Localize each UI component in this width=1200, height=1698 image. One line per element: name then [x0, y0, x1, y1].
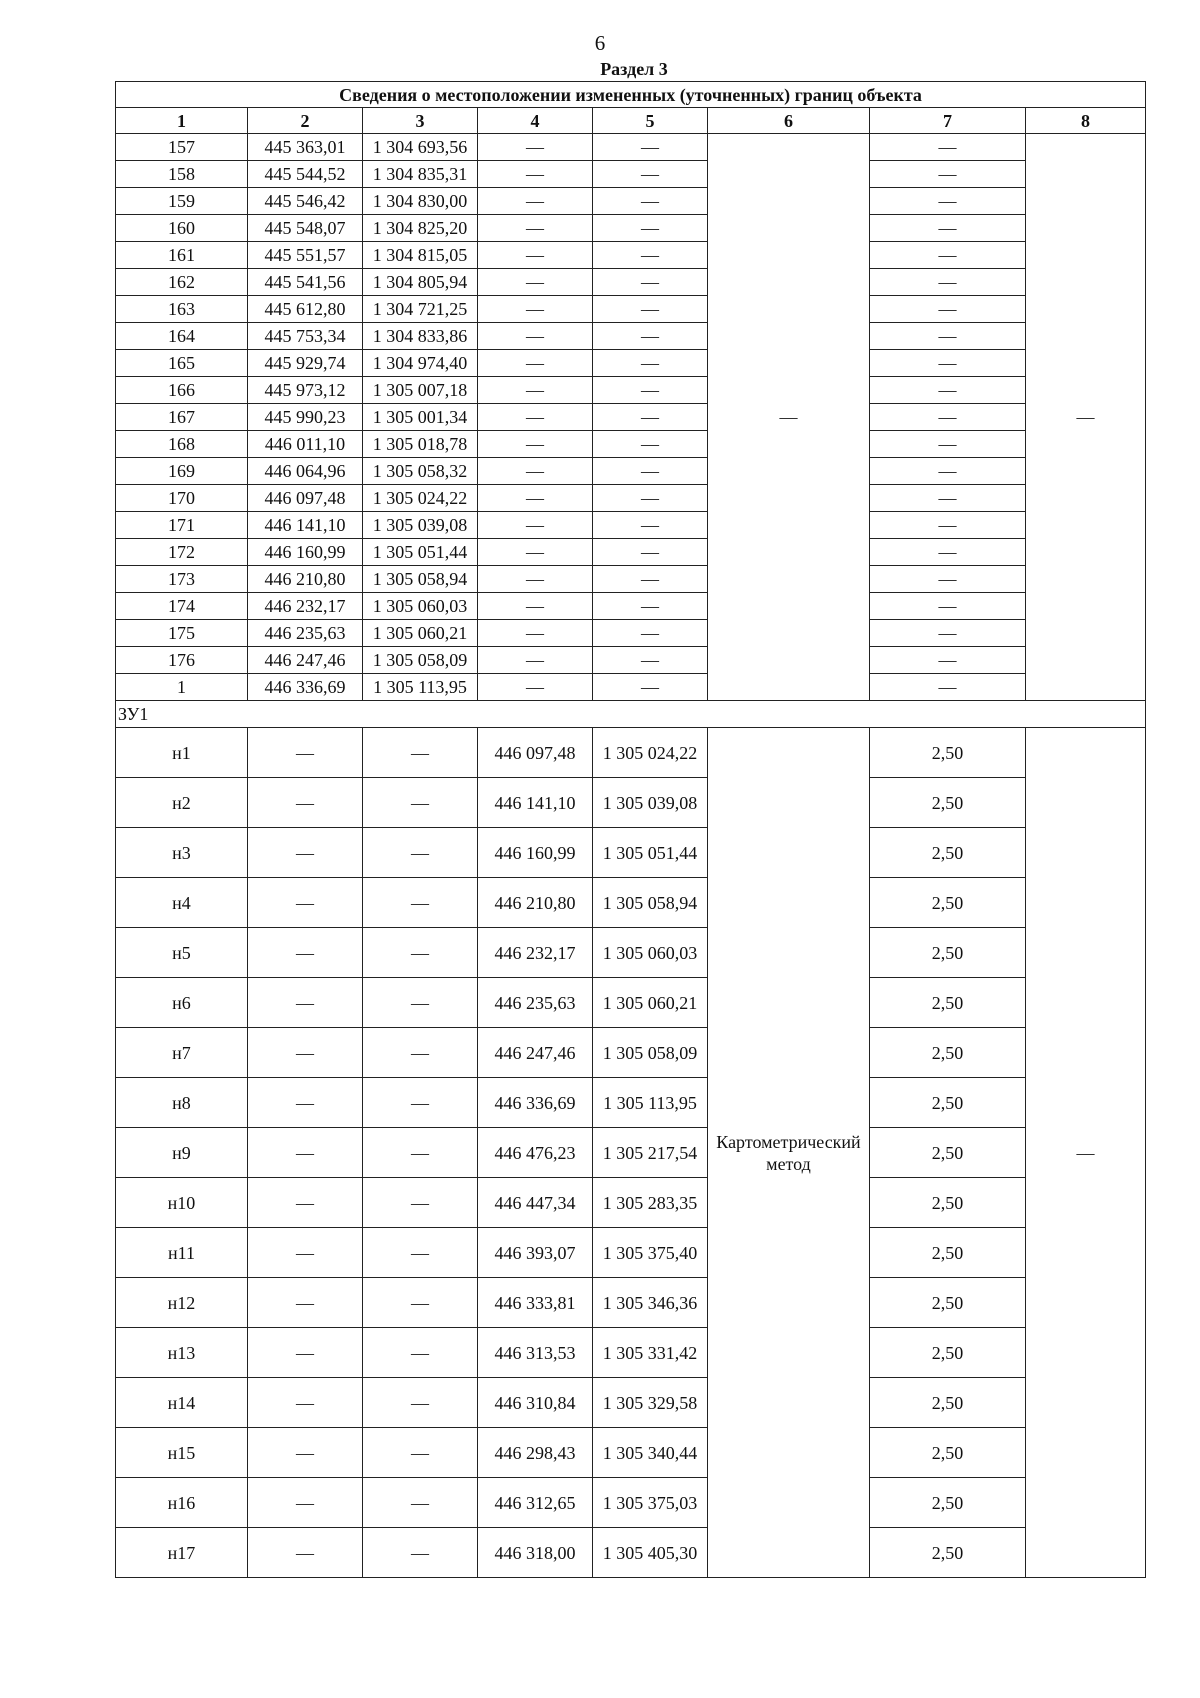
description-cell: —: [1026, 728, 1146, 1578]
table-row: [116, 377, 1146, 404]
old-y-cell: —: [363, 1178, 478, 1228]
table-row: [116, 269, 1146, 296]
old-x-cell: —: [248, 1078, 363, 1128]
point-number-cell: 174: [116, 593, 248, 620]
old-y-cell: —: [363, 1228, 478, 1278]
point-number-cell: н9: [116, 1128, 248, 1178]
old-y-cell: 1 304 835,31: [363, 161, 478, 188]
table-row: [116, 1028, 1146, 1078]
old-y-cell: —: [363, 1128, 478, 1178]
old-x-cell: 446 097,48: [248, 485, 363, 512]
point-number-cell: н12: [116, 1278, 248, 1328]
table-row: [116, 296, 1146, 323]
column-number: 5: [593, 108, 708, 134]
point-number-cell: 158: [116, 161, 248, 188]
old-y-cell: 1 305 018,78: [363, 431, 478, 458]
old-x-cell: —: [248, 1328, 363, 1378]
table-row: [116, 404, 1146, 431]
old-x-cell: 445 363,01: [248, 134, 363, 161]
old-y-cell: —: [363, 1028, 478, 1078]
table-title-row: [116, 82, 1146, 108]
accuracy-cell: 2,50: [870, 828, 1026, 878]
point-number-cell: н11: [116, 1228, 248, 1278]
method-cell: —: [708, 134, 870, 701]
point-number-cell: н2: [116, 778, 248, 828]
new-y-cell: 1 305 329,58: [593, 1378, 708, 1428]
table-row: [116, 647, 1146, 674]
new-x-cell: 446 393,07: [478, 1228, 593, 1278]
table-row: [116, 134, 1146, 161]
accuracy-cell: —: [870, 350, 1026, 377]
accuracy-cell: 2,50: [870, 1378, 1026, 1428]
accuracy-cell: —: [870, 566, 1026, 593]
old-x-cell: 446 160,99: [248, 539, 363, 566]
old-x-cell: —: [248, 1028, 363, 1078]
accuracy-cell: 2,50: [870, 778, 1026, 828]
old-x-cell: 445 990,23: [248, 404, 363, 431]
old-x-cell: 445 544,52: [248, 161, 363, 188]
accuracy-cell: —: [870, 296, 1026, 323]
table-row: [116, 728, 1146, 778]
page-number: 6: [594, 31, 606, 55]
section-label: Раздел 3: [600, 59, 668, 79]
table-row: [116, 1528, 1146, 1578]
table-row: [116, 512, 1146, 539]
old-x-cell: 445 929,74: [248, 350, 363, 377]
new-x-cell: 446 310,84: [478, 1378, 593, 1428]
new-y-cell: 1 305 346,36: [593, 1278, 708, 1328]
old-y-cell: —: [363, 878, 478, 928]
new-x-cell: 446 160,99: [478, 828, 593, 878]
accuracy-cell: —: [870, 485, 1026, 512]
new-x-cell: 446 447,34: [478, 1178, 593, 1228]
old-x-cell: 445 753,34: [248, 323, 363, 350]
new-y-cell: 1 305 024,22: [593, 728, 708, 778]
old-x-cell: 446 011,10: [248, 431, 363, 458]
old-x-cell: —: [248, 1178, 363, 1228]
new-y-cell: —: [593, 539, 708, 566]
point-number-cell: н7: [116, 1028, 248, 1078]
old-y-cell: 1 304 833,86: [363, 323, 478, 350]
point-number-cell: 168: [116, 431, 248, 458]
new-x-cell: 446 232,17: [478, 928, 593, 978]
old-x-cell: —: [248, 778, 363, 828]
old-y-cell: —: [363, 828, 478, 878]
old-y-cell: 1 305 039,08: [363, 512, 478, 539]
accuracy-cell: 2,50: [870, 928, 1026, 978]
old-y-cell: —: [363, 1528, 478, 1578]
old-y-cell: 1 305 001,34: [363, 404, 478, 431]
point-number-cell: 159: [116, 188, 248, 215]
old-y-cell: —: [363, 1278, 478, 1328]
column-number-row: [116, 108, 1146, 134]
new-y-cell: —: [593, 620, 708, 647]
old-y-cell: 1 304 825,20: [363, 215, 478, 242]
new-x-cell: —: [478, 431, 593, 458]
accuracy-cell: 2,50: [870, 1278, 1026, 1328]
table-row: [116, 350, 1146, 377]
point-number-cell: н13: [116, 1328, 248, 1378]
old-x-cell: —: [248, 1378, 363, 1428]
accuracy-cell: —: [870, 539, 1026, 566]
old-x-cell: 445 548,07: [248, 215, 363, 242]
point-number-cell: 167: [116, 404, 248, 431]
old-y-cell: 1 305 058,94: [363, 566, 478, 593]
old-y-cell: 1 304 721,25: [363, 296, 478, 323]
old-x-cell: —: [248, 1278, 363, 1328]
new-y-cell: 1 305 060,03: [593, 928, 708, 978]
accuracy-cell: 2,50: [870, 878, 1026, 928]
new-x-cell: 446 298,43: [478, 1428, 593, 1478]
old-x-cell: 445 551,57: [248, 242, 363, 269]
new-y-cell: 1 305 058,94: [593, 878, 708, 928]
new-x-cell: —: [478, 674, 593, 701]
old-x-cell: —: [248, 1228, 363, 1278]
new-y-cell: 1 305 051,44: [593, 828, 708, 878]
new-x-cell: —: [478, 215, 593, 242]
point-number-cell: н14: [116, 1378, 248, 1428]
coordinates-table: [115, 81, 1146, 1578]
point-number-cell: н8: [116, 1078, 248, 1128]
new-y-cell: —: [593, 242, 708, 269]
new-x-cell: —: [478, 458, 593, 485]
old-x-cell: —: [248, 878, 363, 928]
point-number-cell: 170: [116, 485, 248, 512]
new-y-cell: —: [593, 350, 708, 377]
new-x-cell: —: [478, 404, 593, 431]
point-number-cell: н16: [116, 1478, 248, 1528]
table-row: [116, 539, 1146, 566]
new-x-cell: —: [478, 620, 593, 647]
accuracy-cell: —: [870, 323, 1026, 350]
point-number-cell: 162: [116, 269, 248, 296]
accuracy-cell: —: [870, 674, 1026, 701]
new-x-cell: 446 313,53: [478, 1328, 593, 1378]
table-row: [116, 1128, 1146, 1178]
new-y-cell: 1 305 039,08: [593, 778, 708, 828]
old-x-cell: 446 141,10: [248, 512, 363, 539]
old-y-cell: —: [363, 1478, 478, 1528]
old-y-cell: 1 305 007,18: [363, 377, 478, 404]
new-x-cell: —: [478, 134, 593, 161]
old-y-cell: 1 305 058,32: [363, 458, 478, 485]
new-x-cell: —: [478, 566, 593, 593]
column-number: 6: [708, 108, 870, 134]
method-cell: Картометрический метод: [708, 728, 870, 1578]
old-x-cell: 445 546,42: [248, 188, 363, 215]
new-x-cell: —: [478, 350, 593, 377]
old-x-cell: —: [248, 1428, 363, 1478]
new-x-cell: —: [478, 269, 593, 296]
description-cell: —: [1026, 134, 1146, 701]
new-y-cell: —: [593, 161, 708, 188]
new-x-cell: —: [478, 242, 593, 269]
new-x-cell: 446 312,65: [478, 1478, 593, 1528]
table-row: [116, 566, 1146, 593]
point-number-cell: 161: [116, 242, 248, 269]
old-y-cell: 1 305 024,22: [363, 485, 478, 512]
new-x-cell: —: [478, 161, 593, 188]
new-x-cell: —: [478, 647, 593, 674]
table-row: [116, 778, 1146, 828]
new-y-cell: —: [593, 674, 708, 701]
new-y-cell: 1 305 113,95: [593, 1078, 708, 1128]
new-y-cell: —: [593, 512, 708, 539]
old-x-cell: —: [248, 828, 363, 878]
table-title: Сведения о местоположении измененных (уточненных) границ объекта: [116, 82, 1146, 108]
new-x-cell: 446 336,69: [478, 1078, 593, 1128]
new-y-cell: —: [593, 188, 708, 215]
new-x-cell: 446 097,48: [478, 728, 593, 778]
new-x-cell: 446 141,10: [478, 778, 593, 828]
accuracy-cell: 2,50: [870, 1228, 1026, 1278]
new-x-cell: 446 318,00: [478, 1528, 593, 1578]
accuracy-cell: —: [870, 161, 1026, 188]
old-x-cell: 445 612,80: [248, 296, 363, 323]
new-y-cell: 1 305 058,09: [593, 1028, 708, 1078]
new-y-cell: —: [593, 296, 708, 323]
table-row: [116, 458, 1146, 485]
accuracy-cell: 2,50: [870, 1078, 1026, 1128]
point-number-cell: 164: [116, 323, 248, 350]
old-y-cell: —: [363, 1328, 478, 1378]
new-y-cell: —: [593, 647, 708, 674]
old-y-cell: 1 304 830,00: [363, 188, 478, 215]
new-y-cell: 1 305 375,40: [593, 1228, 708, 1278]
table-row: [116, 1378, 1146, 1428]
point-number-cell: н1: [116, 728, 248, 778]
new-x-cell: 446 247,46: [478, 1028, 593, 1078]
new-y-cell: —: [593, 404, 708, 431]
new-y-cell: —: [593, 593, 708, 620]
accuracy-cell: —: [870, 431, 1026, 458]
old-y-cell: 1 305 060,03: [363, 593, 478, 620]
old-x-cell: 446 235,63: [248, 620, 363, 647]
new-y-cell: —: [593, 458, 708, 485]
table-row: [116, 928, 1146, 978]
new-x-cell: —: [478, 323, 593, 350]
old-x-cell: —: [248, 1478, 363, 1528]
new-x-cell: 446 235,63: [478, 978, 593, 1028]
accuracy-cell: —: [870, 215, 1026, 242]
table-row: [116, 674, 1146, 701]
column-number: 7: [870, 108, 1026, 134]
point-number-cell: н4: [116, 878, 248, 928]
accuracy-cell: —: [870, 512, 1026, 539]
new-y-cell: 1 305 340,44: [593, 1428, 708, 1478]
point-number-cell: н15: [116, 1428, 248, 1478]
old-x-cell: —: [248, 928, 363, 978]
old-y-cell: 1 304 805,94: [363, 269, 478, 296]
table-row: [116, 978, 1146, 1028]
old-y-cell: 1 305 113,95: [363, 674, 478, 701]
table-row: [116, 215, 1146, 242]
table-row: [116, 828, 1146, 878]
old-x-cell: 446 336,69: [248, 674, 363, 701]
point-number-cell: 157: [116, 134, 248, 161]
accuracy-cell: 2,50: [870, 1528, 1026, 1578]
point-number-cell: 171: [116, 512, 248, 539]
point-number-cell: 169: [116, 458, 248, 485]
table-row: [116, 1278, 1146, 1328]
table-row: [116, 1078, 1146, 1128]
table-row: [116, 485, 1146, 512]
point-number-cell: н6: [116, 978, 248, 1028]
point-number-cell: 172: [116, 539, 248, 566]
accuracy-cell: —: [870, 593, 1026, 620]
old-y-cell: 1 305 060,21: [363, 620, 478, 647]
accuracy-cell: —: [870, 134, 1026, 161]
new-x-cell: —: [478, 296, 593, 323]
accuracy-cell: 2,50: [870, 1478, 1026, 1528]
accuracy-cell: —: [870, 377, 1026, 404]
new-y-cell: —: [593, 134, 708, 161]
old-y-cell: —: [363, 1378, 478, 1428]
section-zu1-label: ЗУ1: [116, 701, 1146, 728]
old-y-cell: —: [363, 928, 478, 978]
table-row: [116, 161, 1146, 188]
new-y-cell: 1 305 283,35: [593, 1178, 708, 1228]
point-number-cell: 1: [116, 674, 248, 701]
table-row: [116, 1428, 1146, 1478]
accuracy-cell: —: [870, 620, 1026, 647]
new-y-cell: —: [593, 377, 708, 404]
point-number-cell: н3: [116, 828, 248, 878]
new-x-cell: —: [478, 539, 593, 566]
old-y-cell: —: [363, 1428, 478, 1478]
new-x-cell: —: [478, 188, 593, 215]
accuracy-cell: 2,50: [870, 1428, 1026, 1478]
column-number: 2: [248, 108, 363, 134]
old-y-cell: —: [363, 1078, 478, 1128]
new-y-cell: —: [593, 215, 708, 242]
new-y-cell: —: [593, 323, 708, 350]
table-row: [116, 593, 1146, 620]
accuracy-cell: —: [870, 458, 1026, 485]
table-row: [116, 431, 1146, 458]
old-y-cell: 1 304 815,05: [363, 242, 478, 269]
old-x-cell: —: [248, 1128, 363, 1178]
point-number-cell: н5: [116, 928, 248, 978]
old-y-cell: —: [363, 778, 478, 828]
point-number-cell: 166: [116, 377, 248, 404]
table-row: [116, 1178, 1146, 1228]
table-row: [116, 323, 1146, 350]
accuracy-cell: 2,50: [870, 1028, 1026, 1078]
new-y-cell: —: [593, 269, 708, 296]
table-row: [116, 1328, 1146, 1378]
point-number-cell: 173: [116, 566, 248, 593]
old-y-cell: —: [363, 728, 478, 778]
old-x-cell: 446 232,17: [248, 593, 363, 620]
new-x-cell: —: [478, 485, 593, 512]
old-x-cell: 445 541,56: [248, 269, 363, 296]
table-row: [116, 1228, 1146, 1278]
column-number: 1: [116, 108, 248, 134]
new-y-cell: —: [593, 431, 708, 458]
accuracy-cell: —: [870, 404, 1026, 431]
new-x-cell: —: [478, 512, 593, 539]
table-row: [116, 188, 1146, 215]
old-y-cell: 1 304 974,40: [363, 350, 478, 377]
accuracy-cell: 2,50: [870, 978, 1026, 1028]
table-row: [116, 1478, 1146, 1528]
new-y-cell: 1 305 217,54: [593, 1128, 708, 1178]
new-x-cell: 446 333,81: [478, 1278, 593, 1328]
old-x-cell: 446 247,46: [248, 647, 363, 674]
old-y-cell: 1 305 051,44: [363, 539, 478, 566]
column-number: 3: [363, 108, 478, 134]
new-y-cell: —: [593, 485, 708, 512]
point-number-cell: 165: [116, 350, 248, 377]
new-y-cell: 1 305 405,30: [593, 1528, 708, 1578]
point-number-cell: н10: [116, 1178, 248, 1228]
accuracy-cell: —: [870, 188, 1026, 215]
new-y-cell: 1 305 060,21: [593, 978, 708, 1028]
old-x-cell: —: [248, 978, 363, 1028]
old-y-cell: 1 305 058,09: [363, 647, 478, 674]
point-number-cell: 163: [116, 296, 248, 323]
point-number-cell: 160: [116, 215, 248, 242]
table-row: [116, 878, 1146, 928]
section-row: [116, 701, 1146, 728]
accuracy-cell: 2,50: [870, 1128, 1026, 1178]
new-y-cell: 1 305 375,03: [593, 1478, 708, 1528]
old-x-cell: —: [248, 728, 363, 778]
point-number-cell: н17: [116, 1528, 248, 1578]
accuracy-cell: 2,50: [870, 1328, 1026, 1378]
table-row: [116, 242, 1146, 269]
old-x-cell: 446 064,96: [248, 458, 363, 485]
accuracy-cell: —: [870, 647, 1026, 674]
new-x-cell: 446 210,80: [478, 878, 593, 928]
table-row: [116, 620, 1146, 647]
column-number: 4: [478, 108, 593, 134]
point-number-cell: 176: [116, 647, 248, 674]
accuracy-cell: 2,50: [870, 728, 1026, 778]
accuracy-cell: 2,50: [870, 1178, 1026, 1228]
point-number-cell: 175: [116, 620, 248, 647]
old-y-cell: —: [363, 978, 478, 1028]
new-x-cell: —: [478, 593, 593, 620]
old-x-cell: 445 973,12: [248, 377, 363, 404]
accuracy-cell: —: [870, 242, 1026, 269]
old-x-cell: 446 210,80: [248, 566, 363, 593]
old-x-cell: —: [248, 1528, 363, 1578]
new-y-cell: 1 305 331,42: [593, 1328, 708, 1378]
old-y-cell: 1 304 693,56: [363, 134, 478, 161]
new-y-cell: —: [593, 566, 708, 593]
column-number: 8: [1026, 108, 1146, 134]
new-x-cell: 446 476,23: [478, 1128, 593, 1178]
new-x-cell: —: [478, 377, 593, 404]
accuracy-cell: —: [870, 269, 1026, 296]
